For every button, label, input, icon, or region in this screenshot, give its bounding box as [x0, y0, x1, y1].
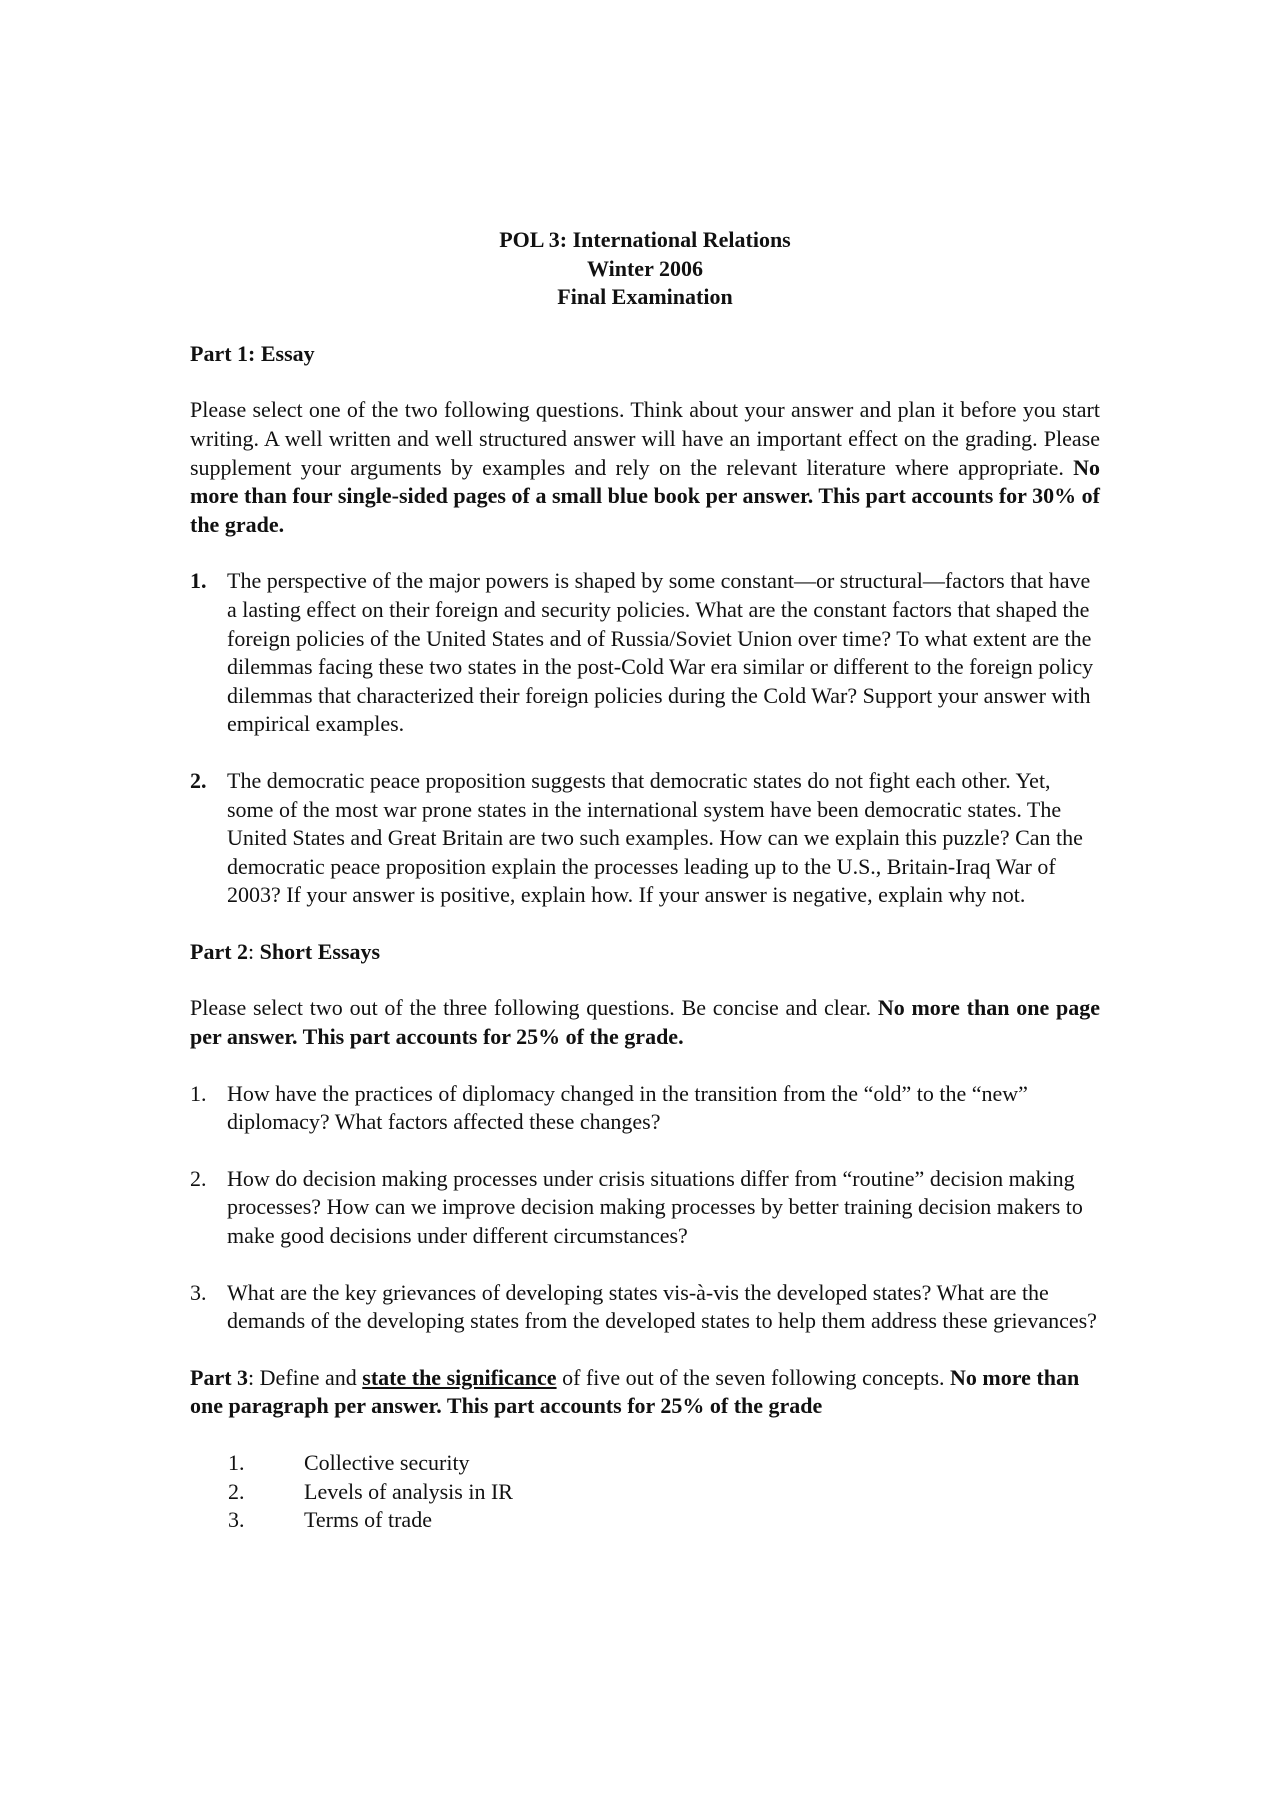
- course-title: POL 3: International Relations: [499, 227, 791, 252]
- part2-question-3: [190, 1279, 1100, 1336]
- part1-question-2: [190, 767, 1100, 910]
- question-text: How have the practices of diplomacy changed in the transition from the “old” to the “new” diplomacy? What factors affected these changes?: [227, 1080, 1028, 1135]
- question-number: 2.: [190, 1165, 207, 1191]
- question-text: The perspective of the major powers is shaped by some constant—or structural—factors that have a lasting effect on their foreign and security policies. What are the constant factors that shaped the foreign policies of the United States and of Russia/Soviet Union over time? To what extent are the dilemmas facing these two states in the post-Cold War era similar or different to the foreign policy dilemmas that characterized their foreign policies during the Cold War? Support your answer with empirical examples.: [227, 568, 1094, 737]
- part2-heading-colon: :: [248, 938, 260, 964]
- part2-heading-title: Short Essays: [259, 938, 381, 964]
- part3-text-a: : Define and: [248, 1364, 363, 1390]
- exam-page: [190, 226, 1100, 1557]
- exam-header: [190, 226, 1100, 312]
- question-number: 2.: [190, 767, 207, 793]
- part1-heading: Part 1: Essay: [190, 340, 315, 366]
- part3-bold: No more than one paragraph per answer. This part accounts for 25% of the grade: [190, 1364, 1080, 1419]
- concept-item: [190, 1506, 1100, 1535]
- concept-number: 3.: [228, 1507, 245, 1533]
- part2-heading: [190, 938, 1100, 967]
- concept-number: 2.: [228, 1478, 245, 1504]
- question-text: What are the key grievances of developing states vis-à-vis the developed states? What are the demands of the developing states from the developed states to help them address these grievances?: [227, 1279, 1097, 1334]
- part2-question-list: [190, 1080, 1100, 1336]
- part1-question-list: [190, 567, 1100, 910]
- part3-instructions: [190, 1364, 1100, 1421]
- part1-question-1: [190, 567, 1100, 739]
- part3-concept-list: [190, 1449, 1100, 1535]
- part3-text-b: of five out of the seven following concepts.: [556, 1364, 951, 1390]
- question-text: How do decision making processes under crisis situations differ from “routine” decision making processes? How can we improve decision making processes by better training decision makers to make good decisions under different circumstances?: [227, 1165, 1083, 1249]
- part2-instructions-bold: No more than one page per answer. This part accounts for 25% of the grade.: [190, 995, 1100, 1050]
- question-text: The democratic peace proposition suggests that democratic states do not fight each other. Yet, some of the most war prone states in the international system have been democratic states. The United States and Great Britain are two such examples. How can we explain this puzzle? Can the democratic peace proposition explain the processes leading up to the U.S., Britain-Iraq War of 2003? If your answer is positive, explain how. If your answer is negative, explain why not.: [227, 767, 1083, 908]
- question-number: 3.: [190, 1279, 207, 1305]
- part3-heading: Part 3: [190, 1364, 249, 1390]
- concept-text: Levels of analysis in IR: [304, 1478, 513, 1504]
- concept-text: Terms of trade: [304, 1507, 432, 1533]
- part2-question-2: [190, 1165, 1100, 1251]
- part2-heading-label: Part 2: [190, 938, 249, 964]
- part2-question-1: [190, 1080, 1100, 1137]
- question-number: 1.: [190, 1080, 207, 1106]
- concept-item: [190, 1449, 1100, 1478]
- question-number: 1.: [190, 568, 207, 594]
- part1-instructions-bold: No more than four single-sided pages of a small blue book per answer. This part accounts for 30% of the grade.: [190, 454, 1100, 537]
- term-label: Winter 2006: [587, 255, 703, 281]
- part3-underlined: state the significance: [362, 1364, 557, 1390]
- concept-number: 1.: [228, 1450, 245, 1475]
- part1-instructions-plain: Please select one of the two following questions. Think about your answer and plan it before you start writing. A well written and well structured answer will have an important effect on the grading. Please supplement your arguments by examples and rely on the relevant literature where appropriate.: [190, 397, 1100, 480]
- part2-instructions-plain: Please select two out of the three following questions. Be concise and clear.: [190, 995, 878, 1021]
- concept-text: Collective security: [304, 1450, 470, 1475]
- concept-item: [190, 1478, 1100, 1507]
- part1-instructions: [190, 396, 1100, 539]
- part2-instructions: [190, 994, 1100, 1051]
- exam-title: Final Examination: [557, 284, 733, 310]
